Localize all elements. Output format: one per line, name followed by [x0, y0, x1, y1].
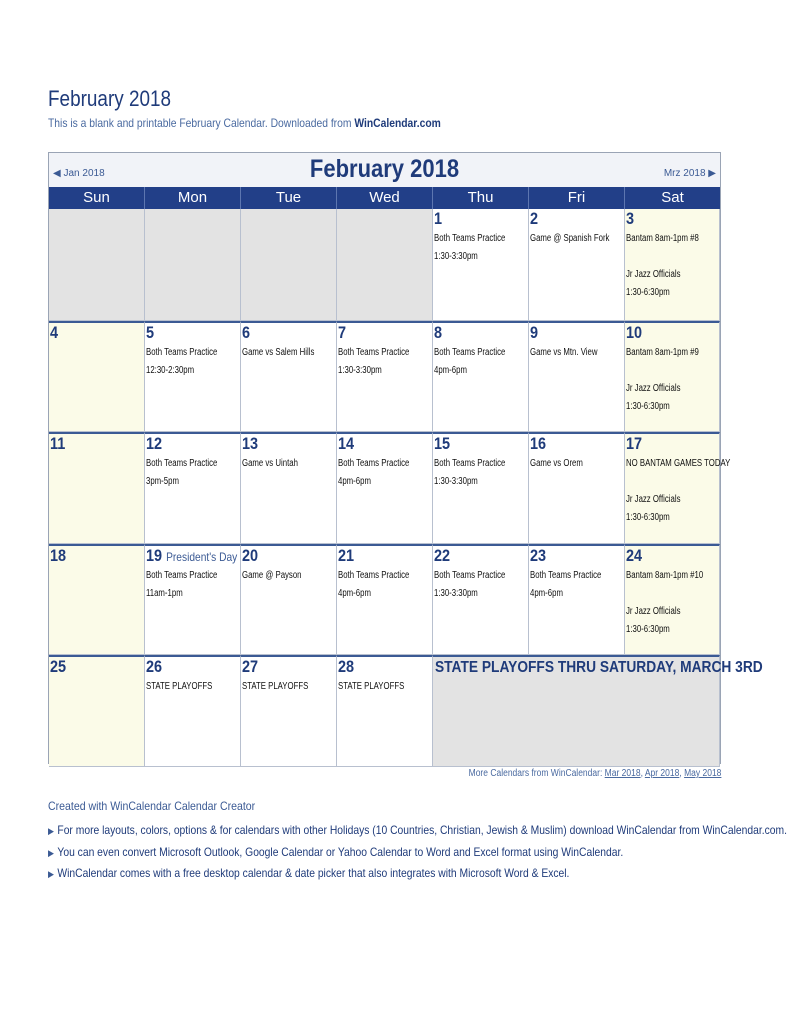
triangle-right-icon: ▶ — [708, 168, 716, 179]
bullet-text: WinCalendar comes with a free desktop calendar & date picker that also integrates with Microsoft Word & Excel. — [57, 866, 570, 880]
day-number — [242, 657, 258, 677]
event-text: Bantam 8am-1pm #9 — [626, 346, 699, 358]
day-number-text: 28 — [338, 657, 355, 676]
day-number-text: 9 — [530, 322, 539, 342]
event-text: 4pm-6pm — [338, 587, 371, 599]
event-text: 1:30-6:30pm — [626, 287, 670, 298]
bullet-triangle-icon: ▶ — [48, 848, 54, 858]
day-number-text: 13 — [242, 434, 259, 453]
trailing-empty-block — [433, 655, 763, 767]
event-text: 1:30-3:30pm — [434, 587, 478, 599]
bullet-text: For more layouts, colors, options & for calendars with other Holidays (10 Countries, Christian, Jewish & Muslim) download WinCalendar from WinCalendar.com. — [57, 823, 787, 837]
event-text: 1:30-3:30pm — [338, 364, 382, 376]
event-text: 11am-1pm — [146, 587, 183, 599]
event-text: Both Teams Practice — [338, 569, 410, 581]
day-cell-28 — [337, 655, 433, 767]
day-cell-21 — [337, 544, 433, 656]
event-text: NO BANTAM GAMES TODAY — [626, 458, 731, 469]
event-text: 1:30-6:30pm — [626, 623, 670, 635]
day-cell-12 — [145, 432, 241, 544]
holiday-label: President's Day — [166, 549, 238, 564]
day-cell-25 — [49, 655, 145, 767]
day-cell-2 — [529, 209, 625, 321]
day-number — [530, 323, 538, 343]
link-mar-2018[interactable]: Mar 2018 — [604, 768, 641, 779]
weekday-tue: Tue — [241, 187, 337, 209]
day-number — [338, 323, 346, 343]
day-number — [626, 323, 642, 343]
day-cell-6 — [241, 321, 337, 433]
created-with-text: Created with WinCalendar Calendar Creator — [48, 799, 256, 813]
event-text: Both Teams Practice — [146, 346, 218, 358]
day-cell-4 — [49, 321, 145, 433]
day-number — [146, 323, 154, 343]
triangle-left-icon: ◀ — [53, 168, 61, 179]
day-number-text: 27 — [242, 657, 259, 676]
day-cell-27 — [241, 655, 337, 767]
day-cell-16 — [529, 432, 625, 544]
prev-month-label: Jan 2018 — [63, 168, 105, 179]
empty-day-cell — [145, 209, 241, 321]
day-cell-11 — [49, 432, 145, 544]
month-title: February 2018 — [309, 155, 460, 183]
next-month-label: Mrz 2018 — [663, 168, 706, 179]
day-cell-20 — [241, 544, 337, 656]
wincalendar-link[interactable]: WinCalendar.com — [354, 116, 441, 130]
event-text: STATE PLAYOFFS — [338, 681, 405, 692]
event-text: 4pm-6pm — [434, 364, 467, 376]
day-number-text: 19 — [146, 545, 163, 565]
weekday-mon: Mon — [145, 187, 241, 209]
day-number — [146, 546, 237, 567]
day-cell-19 — [145, 544, 241, 656]
day-number-text: 21 — [338, 545, 355, 565]
day-number — [50, 657, 66, 677]
event-text: Game @ Spanish Fork — [530, 233, 610, 244]
day-number-text: 1 — [434, 209, 443, 228]
footer-bullet — [48, 823, 787, 837]
day-number-text: 24 — [626, 545, 643, 565]
event-text: Game vs Salem Hills — [242, 346, 315, 358]
day-number-text: 7 — [338, 322, 347, 342]
event-text: Both Teams Practice — [146, 569, 218, 581]
day-cell-26 — [145, 655, 241, 767]
day-cell-3 — [625, 209, 720, 321]
day-number — [530, 434, 546, 454]
day-number-text: 16 — [530, 434, 547, 453]
event-text: STATE PLAYOFFS — [242, 681, 309, 692]
day-cell-18 — [49, 544, 145, 656]
event-text: Game vs Mtn. View — [530, 346, 598, 358]
event-text: 1:30-6:30pm — [626, 400, 670, 412]
event-text: Jr Jazz Officials — [626, 382, 681, 394]
event-text: Game @ Payson — [242, 569, 302, 581]
next-month-link[interactable] — [664, 168, 716, 179]
event-text: Both Teams Practice — [434, 569, 506, 581]
day-number-text: 15 — [434, 434, 451, 453]
event-text: 1:30-6:30pm — [626, 512, 670, 523]
day-cell-17 — [625, 432, 731, 544]
day-number-text: 22 — [434, 545, 451, 565]
bullet-triangle-icon: ▶ — [48, 869, 54, 879]
bullet-triangle-icon: ▶ — [48, 826, 54, 836]
event-text: Jr Jazz Officials — [626, 269, 681, 280]
event-text: STATE PLAYOFFS — [146, 681, 213, 692]
event-text: 4pm-6pm — [338, 476, 371, 487]
event-text: 3pm-5pm — [146, 476, 179, 487]
day-number — [626, 209, 634, 229]
day-cell-1 — [433, 209, 529, 321]
page-subtitle — [48, 116, 441, 130]
day-cell-10 — [625, 321, 720, 433]
day-number-text: 10 — [626, 322, 643, 342]
link-may-2018[interactable]: May 2018 — [683, 768, 721, 779]
calendar-header — [49, 153, 720, 187]
day-cell-24 — [625, 544, 720, 656]
event-text: Bantam 8am-1pm #10 — [626, 569, 704, 581]
day-number — [242, 434, 258, 454]
event-text: Both Teams Practice — [338, 458, 410, 469]
day-number-text: 12 — [146, 434, 163, 453]
event-text: 4pm-6pm — [530, 587, 563, 599]
weekday-sat: Sat — [661, 189, 684, 206]
event-text: Game vs Orem — [530, 458, 583, 469]
event-text: 1:30-3:30pm — [434, 476, 478, 487]
day-cell-22 — [433, 544, 529, 656]
event-text: Both Teams Practice — [434, 458, 506, 469]
day-cell-8 — [433, 321, 529, 433]
event-text: 1:30-3:30pm — [434, 251, 478, 262]
weekday-wed: Wed — [337, 187, 433, 209]
event-text: 12:30-2:30pm — [146, 364, 195, 376]
footer-bullet — [48, 866, 569, 880]
day-number — [530, 209, 538, 229]
day-number-text: 11 — [50, 434, 66, 453]
day-number-text: 8 — [434, 322, 443, 342]
day-number — [146, 434, 162, 454]
day-cell-14 — [337, 432, 433, 544]
day-number-text: 4 — [50, 322, 59, 342]
day-number — [338, 546, 354, 566]
day-number-text: 17 — [626, 434, 643, 453]
day-number — [50, 546, 66, 566]
event-text: Jr Jazz Officials — [626, 494, 681, 505]
weekday-thu: Thu — [433, 187, 529, 209]
day-cell-9 — [529, 321, 625, 433]
day-number-text: 6 — [242, 322, 251, 342]
day-number-text: 2 — [530, 209, 539, 228]
empty-day-cell — [241, 209, 337, 321]
event-text: Game vs Uintah — [242, 458, 298, 469]
weekday-fri: Fri — [529, 187, 625, 209]
more-calendars: More Calendars from WinCalendar: Mar 2018, Apr 2018, May 2018 — [468, 768, 721, 779]
playoffs-banner: STATE PLAYOFFS THRU SATURDAY, MARCH 3RD — [435, 659, 763, 676]
day-number-text: 23 — [530, 545, 547, 565]
event-text: Both Teams Practice — [146, 458, 218, 469]
page-title: February 2018 — [48, 86, 172, 111]
day-number — [434, 434, 450, 454]
subtitle-text: This is a blank and printable February Calendar. Downloaded from — [48, 116, 355, 130]
day-number — [338, 657, 354, 677]
event-text: Both Teams Practice — [530, 569, 602, 581]
day-number — [434, 323, 442, 343]
weekday-sun: Sun — [49, 187, 145, 209]
day-number — [242, 323, 250, 343]
day-number-text: 3 — [626, 209, 635, 228]
day-cell-23 — [529, 544, 625, 656]
calendar — [48, 152, 763, 764]
day-number — [146, 657, 162, 677]
day-number — [50, 323, 58, 343]
day-number — [242, 546, 258, 566]
day-number-text: 14 — [338, 434, 355, 453]
link-apr-2018[interactable]: Apr 2018 — [644, 768, 679, 779]
day-number-text: 5 — [146, 322, 155, 342]
day-cell-7 — [337, 321, 433, 433]
day-cell-5 — [145, 321, 241, 433]
event-text: Bantam 8am-1pm #8 — [626, 233, 699, 244]
bullet-text: You can even convert Microsoft Outlook, Google Calendar or Yahoo Calendar to Word and Excel format using WinCalendar. — [57, 845, 624, 859]
day-number-text: 25 — [50, 657, 67, 676]
day-number — [338, 434, 354, 454]
day-number — [434, 209, 442, 229]
event-text: Jr Jazz Officials — [626, 605, 681, 617]
empty-day-cell — [337, 209, 433, 321]
day-number-text: 20 — [242, 545, 259, 565]
event-text: Both Teams Practice — [434, 346, 506, 358]
day-cell-13 — [241, 432, 337, 544]
event-text: Both Teams Practice — [434, 233, 506, 244]
day-number-text: 18 — [50, 545, 67, 565]
event-text: Both Teams Practice — [338, 346, 410, 358]
day-number — [50, 434, 65, 454]
day-cell-15 — [433, 432, 529, 544]
more-calendars-label: More Calendars from WinCalendar: — [468, 768, 605, 779]
day-number — [626, 434, 642, 454]
footer-bullet — [48, 845, 623, 859]
weekday-header-row — [49, 187, 720, 209]
day-number-text: 26 — [146, 657, 163, 676]
day-number — [434, 546, 450, 566]
day-number — [530, 546, 546, 566]
day-number — [626, 546, 642, 566]
empty-day-cell — [49, 209, 145, 321]
